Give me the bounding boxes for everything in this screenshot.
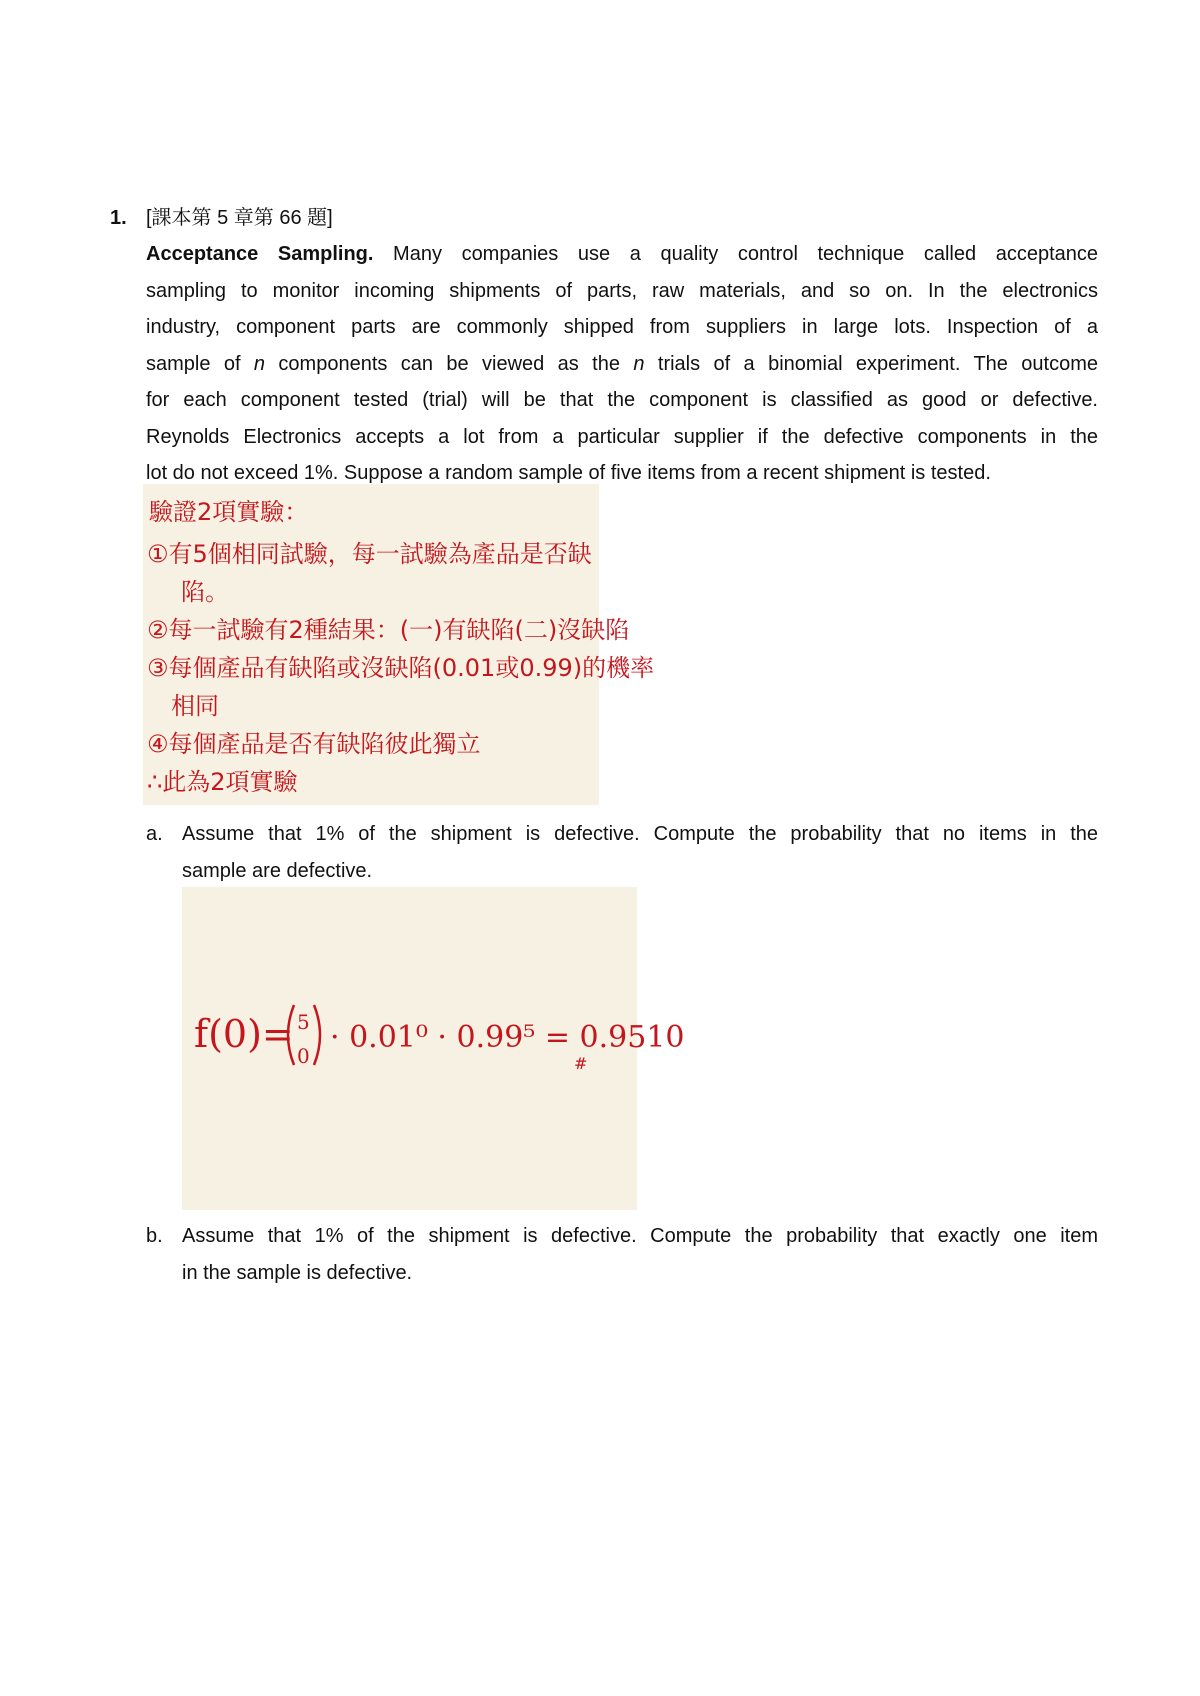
part-b-letter: b. — [146, 1225, 163, 1247]
note-line: 相同 — [171, 692, 219, 720]
note-line: ①有5個相同試驗，每一試驗為產品是否缺 — [147, 540, 592, 568]
paragraph-line: Reynolds Electronics accepts a lot from a particular supplier if the defective components in the — [146, 425, 1098, 448]
binom-right-paren — [314, 1005, 320, 1065]
handwritten-formula — [182, 887, 685, 1210]
formula-rest: · 0.01⁰ · 0.99⁵ = 0.9510 — [330, 1020, 685, 1055]
note-line: 驗證2項實驗： — [149, 498, 309, 526]
part-a-text: Assume that 1% of the shipment is defective. Compute the probability that no items in the sample are defective. — [182, 823, 1098, 882]
binom-top: 5 — [297, 1010, 310, 1034]
paragraph-line: sample of n components can be viewed as the n trials of a binomial experiment. The outcome — [146, 352, 1099, 375]
paragraph-line: Acceptance Sampling. Many companies use a quality control technique called acceptance — [146, 243, 1098, 265]
question-title: Acceptance Sampling. — [146, 243, 374, 265]
note-line: ②每一試驗有2種結果：(一)有缺陷(二)沒缺陷 — [147, 616, 630, 644]
note-line: ∴此為2項實驗 — [147, 768, 298, 796]
paragraph-line: lot do not exceed 1%. Suppose a random sample of five items from a recent shipment is tested. — [146, 462, 991, 484]
part-b-text: Assume that 1% of the shipment is defective. Compute the probability that exactly one item in the sample is defective. — [182, 1225, 1098, 1284]
handwritten-note — [143, 484, 655, 805]
note-line: ③每個產品有缺陷或沒缺陷(0.01或0.99)的機率 — [147, 654, 655, 682]
paragraph-line: for each component tested (trial) will be that the component is classified as good or defective. — [146, 389, 1098, 411]
formula-lhs: f(0)= — [194, 1012, 294, 1056]
question-header — [110, 200, 333, 236]
handwritten-formula-image — [182, 887, 685, 1210]
note-line: ④每個產品是否有缺陷彼此獨立 — [147, 730, 481, 758]
part-a-letter: a. — [146, 823, 163, 845]
note-line: 陷。 — [181, 578, 229, 606]
paragraph-line: industry, component parts are commonly shipped from suppliers in large lots. Inspection of a — [146, 316, 1098, 338]
handwritten-note-image — [143, 484, 655, 805]
paragraph-line: sampling to monitor incoming shipments of parts, raw materials, and so on. In the electronics — [146, 279, 1098, 302]
answer-mark: # — [574, 1054, 588, 1073]
question-number: 1. — [110, 207, 127, 229]
binom-bottom: 0 — [297, 1044, 310, 1068]
textbook-reference: [課本第 5 章第 66 題] — [146, 207, 333, 229]
question-paragraph — [146, 236, 1098, 492]
